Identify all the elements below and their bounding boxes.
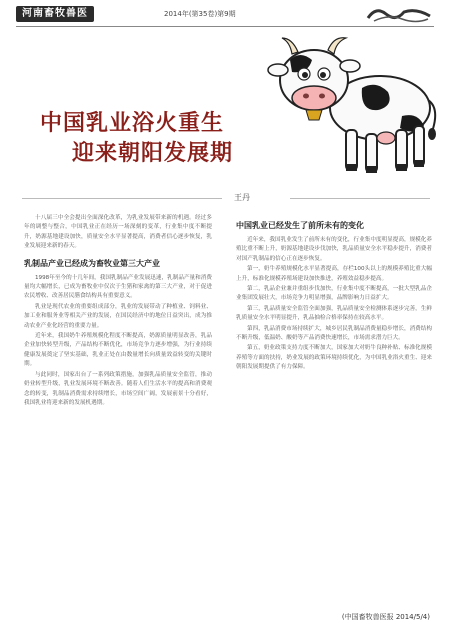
body-paragraph: 乳业是现代农业的重要组成部分，乳业的发展带动了种植业、饲料业、加工业和服务业等相关产业的发展，在国民经济中的地位日益突出，成为推动农业产业化经营的重要力量。 — [24, 303, 212, 329]
body-paragraph: 近年来，我国乳业发生了前所未有的变化，行业集中度明显提高，规模化养殖比重不断上升，奶源基地建设步伐加快，乳品质量安全水平稳步提升，消费者对国产乳制品的信心正在逐步恢复。 — [236, 237, 432, 262]
body-paragraph: 第二，乳品企业兼并重组步伐加快，行业集中度不断提高，一批大型乳品企业集团发展壮大，市场竞争力明显增强，品牌影响力日益扩大。 — [236, 286, 432, 302]
left-column — [24, 214, 212, 409]
body-paragraph: 第四，乳品消费市场持续扩大，城乡居民乳制品消费量稳步增长，消费结构不断升级，低温奶、酸奶等产品消费快速增长，市场需求潜力巨大。 — [236, 325, 432, 342]
cow-illustration-icon — [262, 26, 442, 186]
body-paragraph: 第五，奶业政策支持力度不断加大，国家加大对奶牛良种补贴、标准化规模养殖等方面的扶持，奶业发展的政策环境持续优化，为中国乳业浴火重生、迎来朝阳发展期提供了有力保障。 — [236, 345, 432, 371]
page-header — [16, 4, 434, 26]
section-heading-1: 乳制品产业已经成为畜牧业第三大产业 — [24, 258, 160, 268]
divider-left — [22, 198, 222, 199]
body-paragraph: 1998年至今的十几年间，我国乳制品产业发展迅速，乳制品产量和消费量均大幅增长，已成为畜牧业中仅次于生猪和家禽的第三大产业，对于促进农民增收、改善居民膳食结构具有重要意义。 — [24, 274, 212, 300]
divider-right — [290, 198, 430, 199]
body-paragraph: 第一，奶牛养殖规模化水平显著提高，存栏100头以上的规模养殖比重大幅上升，标准化规模养殖场建设加快推进，养殖效益稳步提高。 — [236, 266, 432, 282]
body-paragraph: 近年来，我国奶牛养殖规模化程度不断提高，奶源质量明显改善，乳品企业加快转型升级，产品结构不断优化，市场竞争力逐步增强，为行业持续健康发展奠定了坚实基础，乳业正处在由数量增长向质量效益转变的关键时期。 — [24, 333, 212, 368]
article-title-line-2: 迎来朝阳发展期 — [72, 141, 234, 166]
section-seal-icon — [364, 4, 434, 24]
journal-logo: 河南畜牧兽医 — [16, 6, 94, 22]
source-citation: (中国畜牧兽医报 2014/5/4) — [341, 613, 430, 621]
right-column — [236, 214, 432, 374]
intro-paragraph: 十八届三中全会提出全面深化改革，为乳业发展带来新的机遇。经过多年的调整与整合，中国乳业正在经历一场深刻的变革，行业集中度不断提升，奶源基地建设加快，质量安全水平显著提高，消费者信心逐步恢复，乳业发展迎来新的春天。 — [24, 215, 212, 250]
body-paragraph: 第三，乳品质量安全监管全面加强，乳品质量安全检测体系逐步完善，生鲜乳质量安全水平明显提升，乳品抽检合格率保持在较高水平。 — [236, 305, 432, 322]
issue-info: 2014年(第35卷)第9期 — [164, 10, 236, 18]
article-title-line-1: 中国乳业浴火重生 — [40, 111, 225, 136]
author-name: 王丹 — [234, 193, 250, 202]
body-paragraph: 与此同时，国家出台了一系列政策措施，加强乳品质量安全监管，推动奶业转型升级，乳业发展环境不断改善。随着人们生活水平的提高和消费观念的转变，乳制品消费需求持续增长，市场空间广阔，发展前景十分看好，我国乳业将迎来新的发展机遇期。 — [24, 371, 212, 406]
section-heading-2: 中国乳业已经发生了前所未有的变化 — [236, 221, 364, 230]
